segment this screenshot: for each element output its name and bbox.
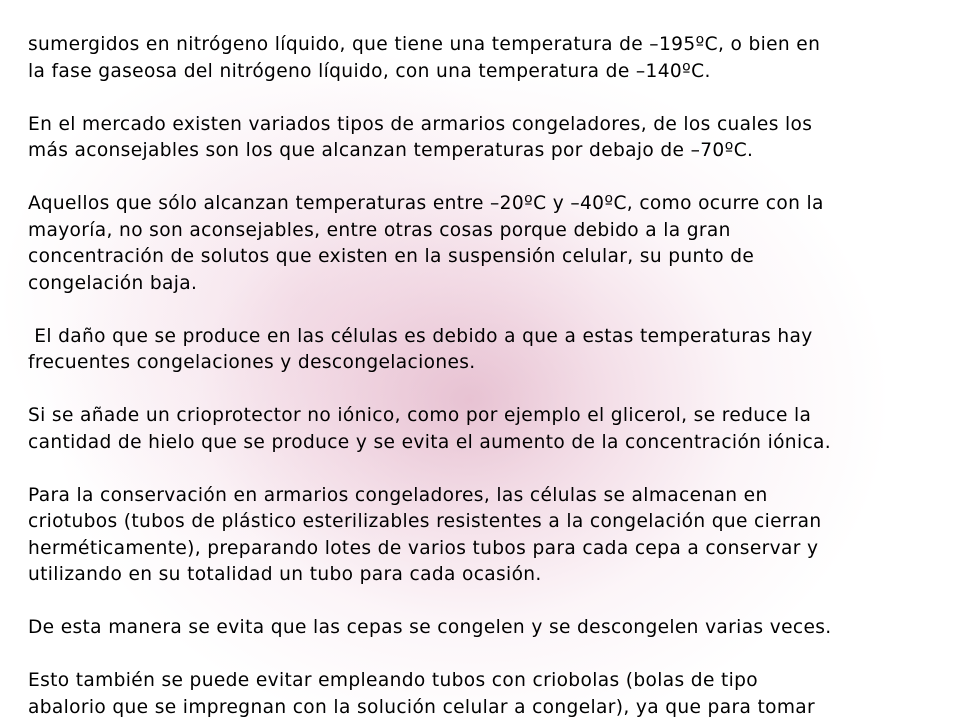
text-line: Si se añade un crioprotector no iónico, como por ejemplo el glicerol, se reduce la [28,405,812,426]
text-line: utilizando en su totalidad un tubo para cada ocasión. [28,564,542,585]
text-line: más aconsejables son los que alcanzan temperaturas por debajo de –70ºC. [28,140,754,161]
text-line: Para la conservación en armarios congeladores, las células se almacenan en [28,484,768,506]
text-line: cantidad de hielo que se produce y se evita el aumento de la concentración iónica. [28,431,832,453]
text-line: En el mercado existen variados tipos de armarios congeladores, de los cuales los [28,113,813,135]
text-line: abalorio que se impregnan con la solución celular a congelar), ya que para tomar [28,696,816,718]
text-line: la fase gaseosa del nitrógeno líquido, con una temperatura de –140ºC. [28,60,711,82]
paragraph-avoid-refreeze [28,615,938,642]
body-text [28,32,938,720]
paragraph-freezer-types [28,112,938,165]
paragraph-nitrogen [28,32,938,85]
text-line: criotubos (tubos de plástico esterilizables resistentes a la congelación que cierran [28,511,822,532]
text-line: mayoría, no son aconsejables, entre otras cosas porque debido a la gran [28,219,731,241]
text-line: El daño que se produce en las células es debido a que a estas temperaturas hay [28,325,813,347]
paragraph-not-advisable [28,191,938,297]
paragraph-cryoprotector [28,403,938,456]
text-line: congelación baja. [28,272,198,294]
paragraph-cryotubes [28,483,938,589]
text-line: De esta manera se evita que las cepas se congelen y se descongelen varias veces. [28,617,832,638]
paragraph-cell-damage [28,324,938,377]
text-line: Aquellos que sólo alcanzan temperaturas entre –20ºC y –40ºC, como ocurre con la [28,193,824,214]
text-line: herméticamente), preparando lotes de varios tubos para cada cepa a conservar y [28,537,819,559]
text-line: frecuentes congelaciones y descongelaciones. [28,352,476,373]
paragraph-cryobeads [28,668,938,720]
text-line: Esto también se puede evitar empleando tubos con criobolas (bolas de tipo [28,670,759,691]
text-line: sumergidos en nitrógeno líquido, que tiene una temperatura de –195ºC, o bien en [28,34,821,55]
text-line: concentración de solutos que existen en la suspensión celular, su punto de [28,246,755,267]
